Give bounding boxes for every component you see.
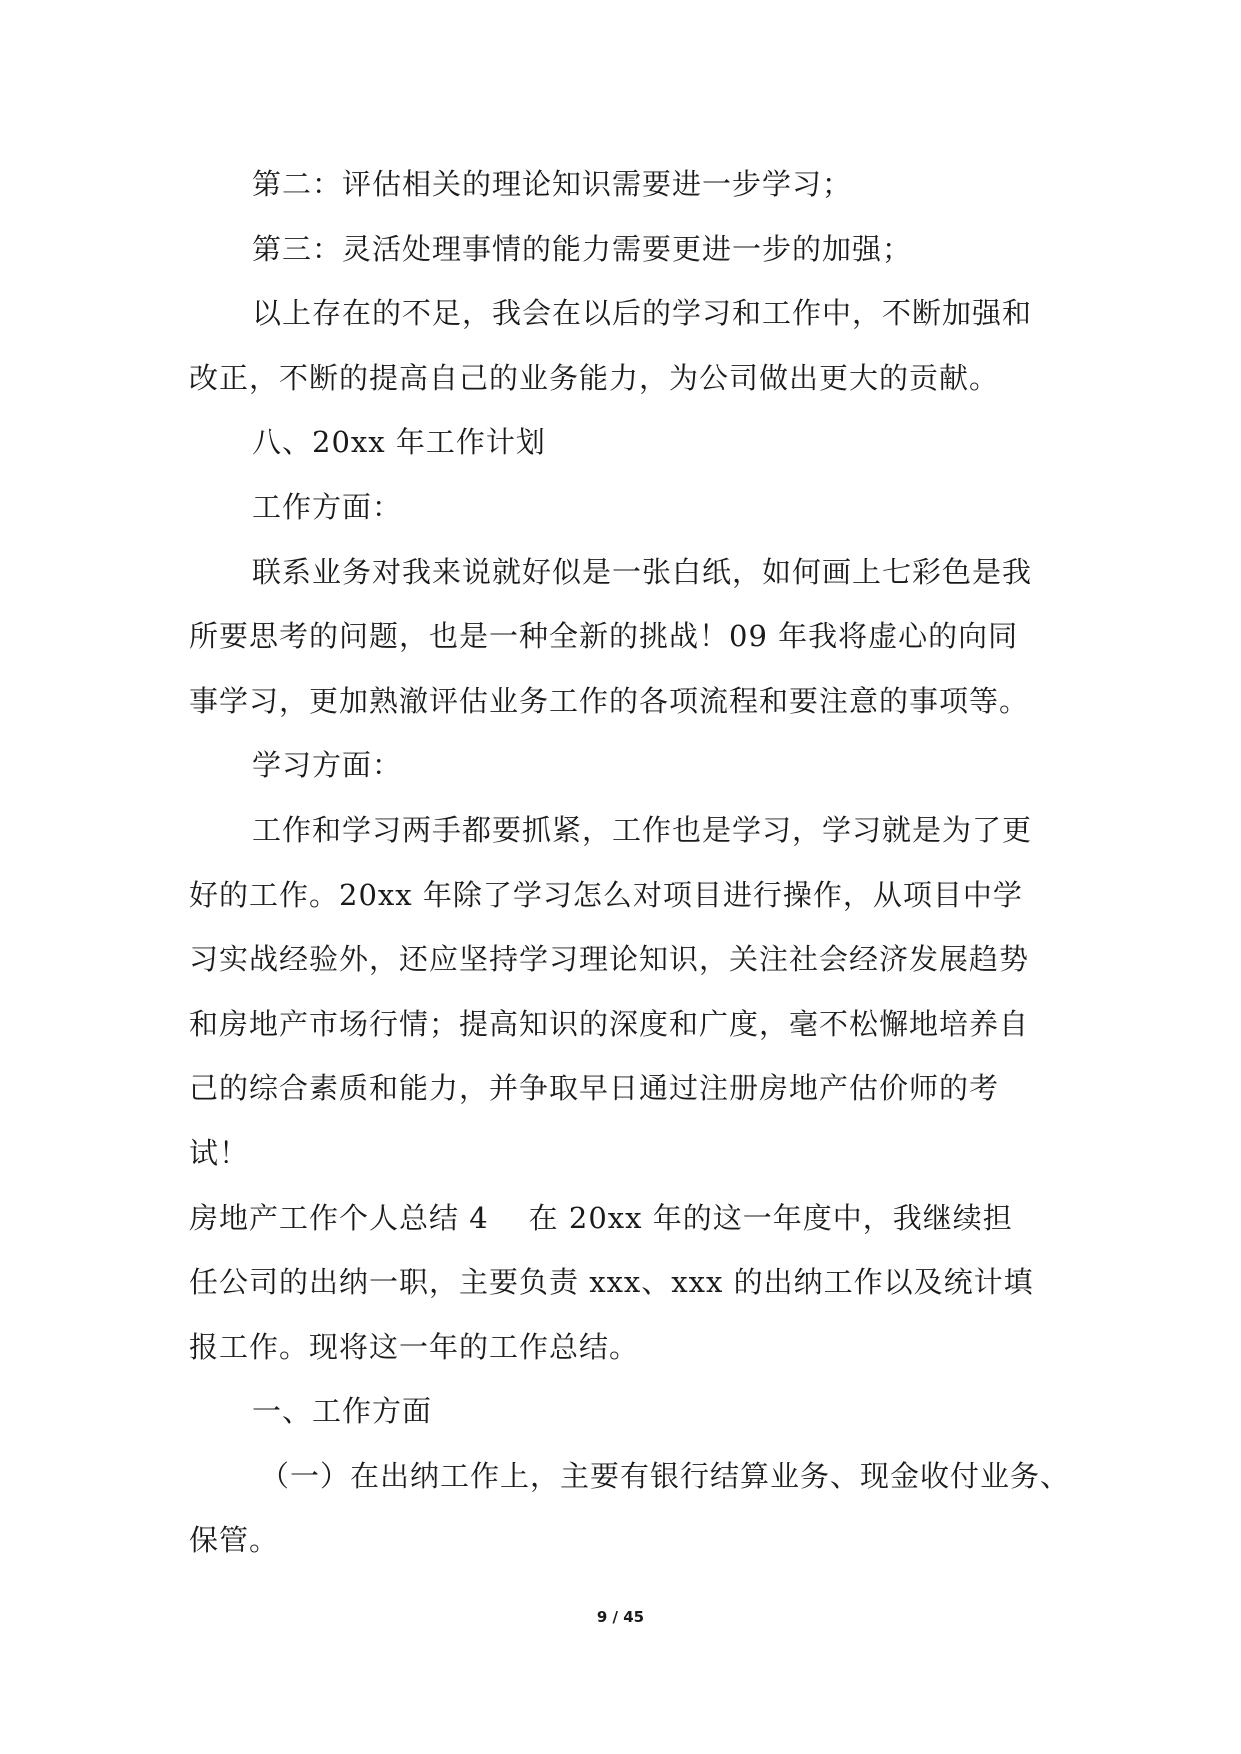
paragraph-line: 报工作。现将这一年的工作总结。 [189,1329,640,1364]
section-heading: 八、20xx 年工作计划 [252,425,546,460]
section-heading: 一、工作方面 [252,1394,433,1429]
paragraph-line: 试！ [189,1135,250,1170]
subsection-heading: 工作方面： [252,489,403,524]
intro-text: 在 20xx 年的这一年度中，我继续担 [528,1200,1013,1235]
document-title: 房地产工作个人总结 4 [189,1200,489,1235]
paragraph-line: 保管。 [189,1523,280,1558]
subsection-heading: 学习方面： [252,748,403,783]
paragraph-line: 改正，不断的提高自己的业务能力，为公司做出更大的贡献。 [189,360,1000,395]
title-and-intro-line [189,1186,1061,1251]
paragraph-line: 己的综合素质和能力，并争取早日通过注册房地产估价师的考 [189,1071,1000,1106]
paragraph-line: 好的工作。20xx 年除了学习怎么对项目进行操作，从项目中学 [189,877,1023,912]
paragraph-line: 事学习，更加熟澈评估业务工作的各项流程和要注意的事项等。 [189,683,1030,718]
paragraph-line: 第三：灵活处理事情的能力需要更进一步的加强； [252,231,913,266]
paragraph-line: 工作和学习两手都要抓紧，工作也是学习，学习就是为了更 [252,812,1033,847]
document-body [189,152,1071,1573]
paragraph-line: 联系业务对我来说就好似是一张白纸，如何画上七彩色是我 [252,554,1033,589]
paragraph-line: 任公司的出纳一职，主要负责 xxx、xxx 的出纳工作以及统计填 [189,1265,1034,1300]
paragraph-line: 第二：评估相关的理论知识需要进一步学习； [252,167,853,201]
paragraph-line: （一）在出纳工作上，主要有银行结算业务、现金收付业务、 [260,1458,1071,1493]
page-number: 9 / 45 [596,1608,645,1626]
paragraph-line: 所要思考的问题，也是一种全新的挑战！09 年我将虚心的向同 [189,619,1019,654]
paragraph-line: 习实战经验外，还应坚持学习理论知识，关注社会经济发展趋势 [189,942,1030,977]
paragraph-line: 以上存在的不足，我会在以后的学习和工作中，不断加强和 [252,296,1033,331]
paragraph-line: 和房地产市场行情；提高知识的深度和广度，毫不松懈地培养自 [189,1006,1030,1041]
